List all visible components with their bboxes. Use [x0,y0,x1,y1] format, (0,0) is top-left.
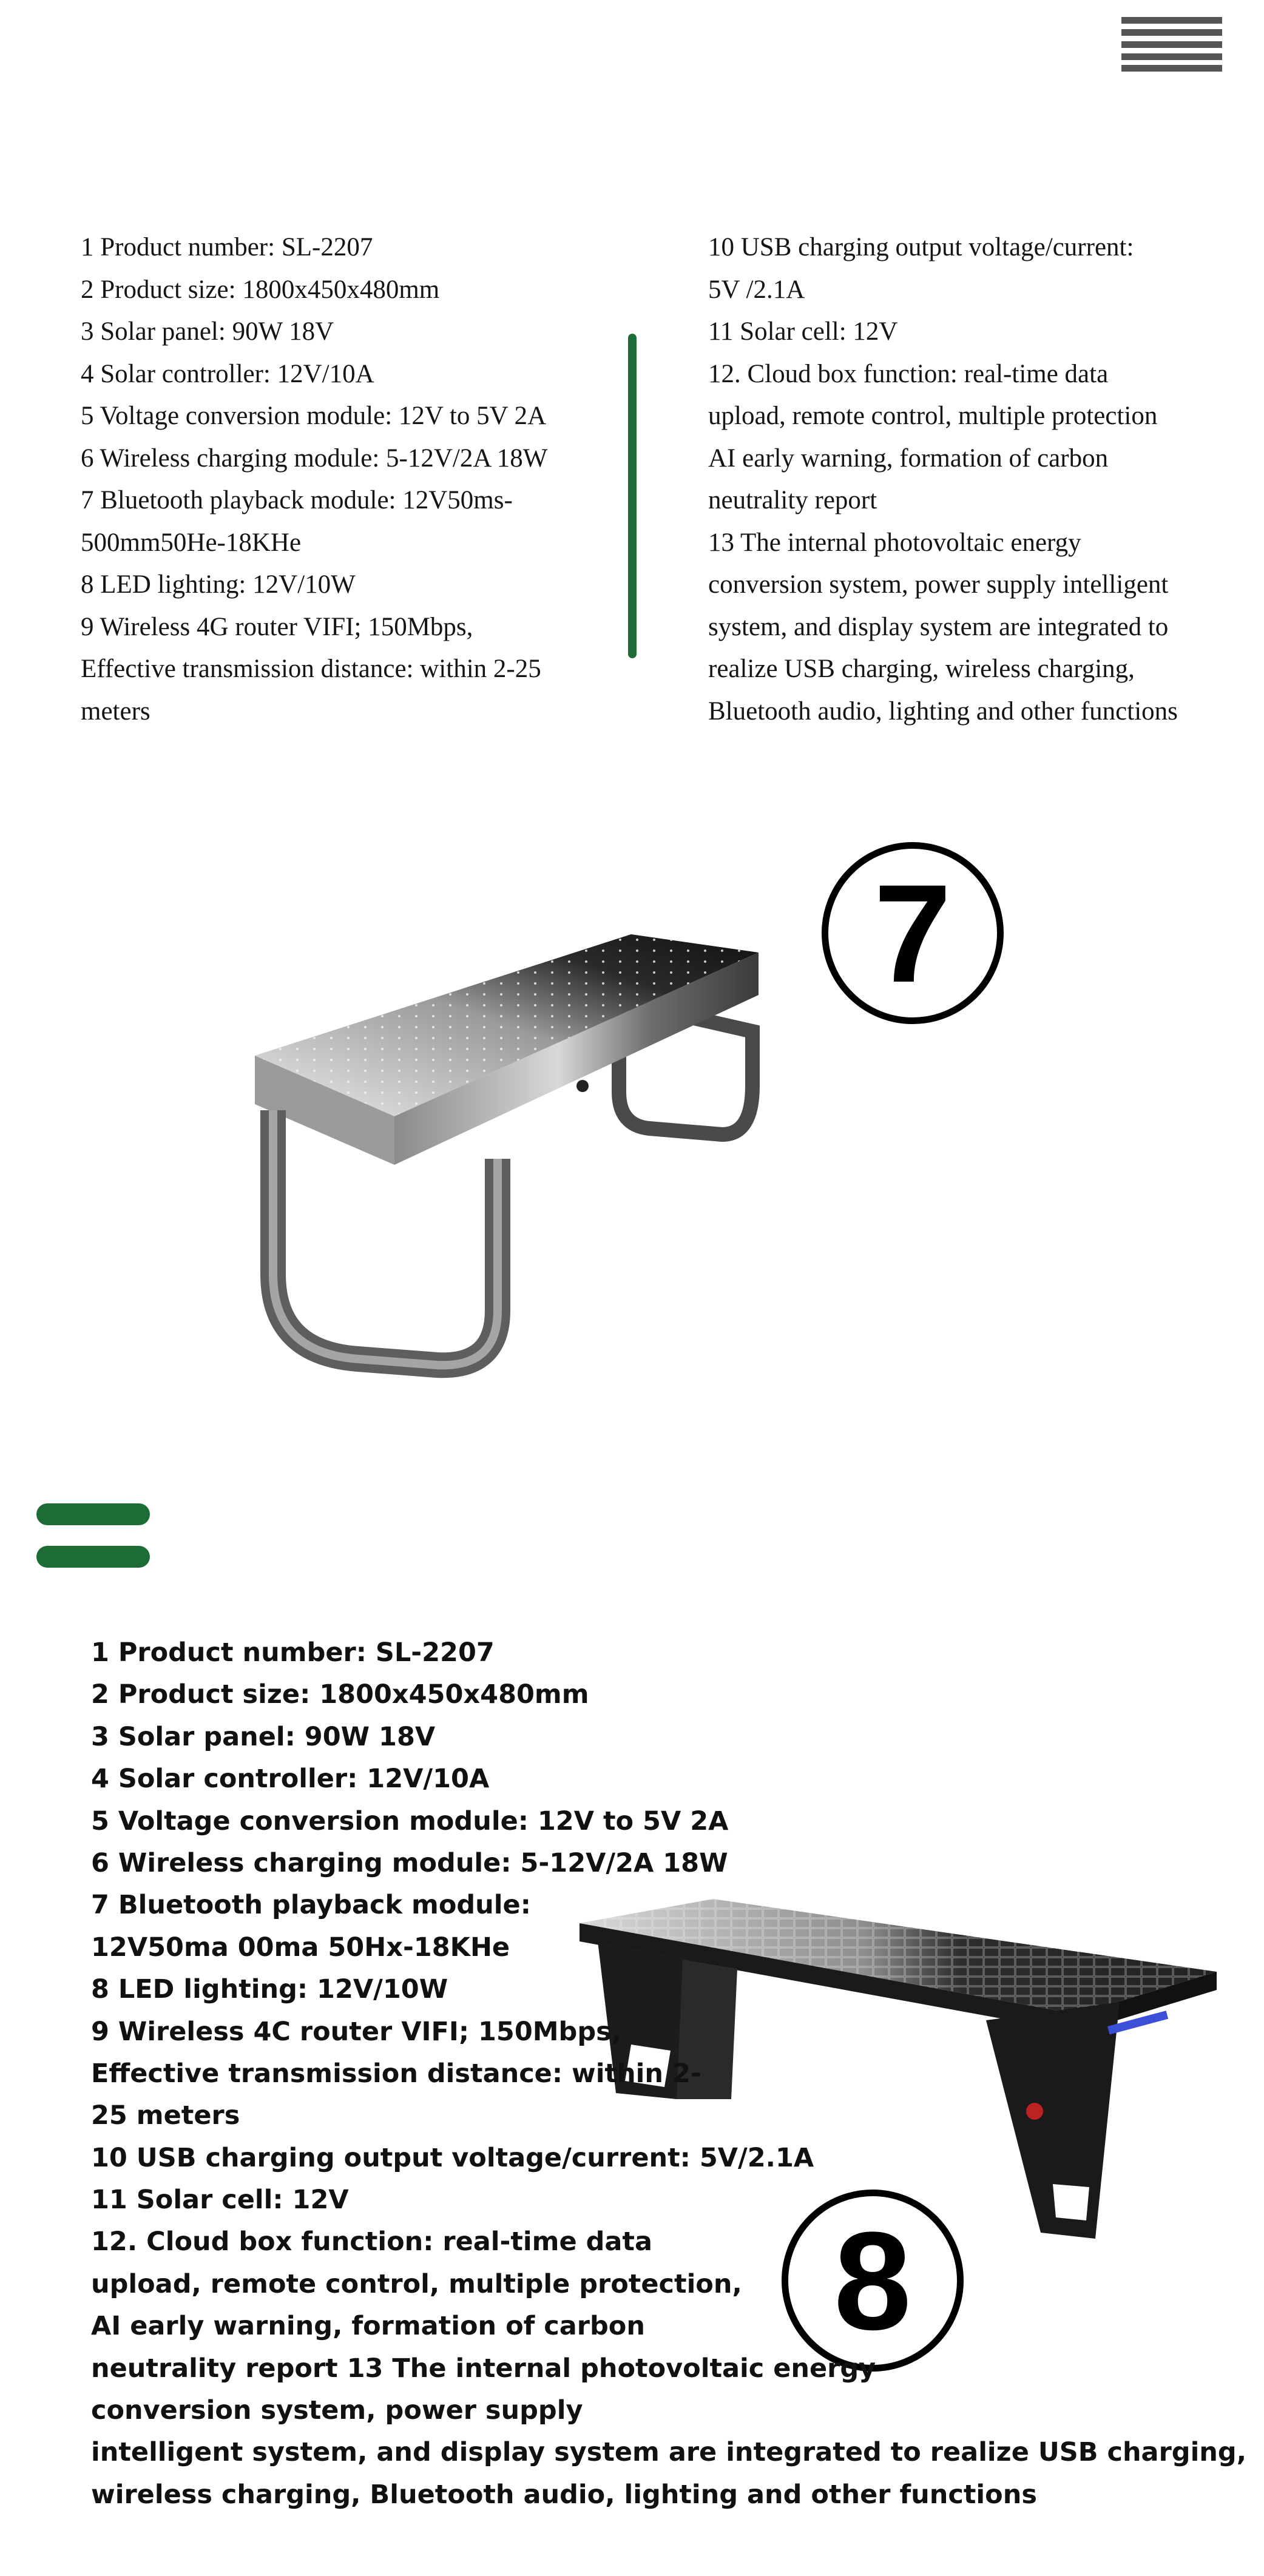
spec-line: 9 Wireless 4C router VIFI; 150Mbps, [91,2016,622,2047]
spec-line: 12. Cloud box function: real-time data [91,2227,652,2257]
spec-line: 12. Cloud box function: real-time data [708,359,1109,388]
spec-line: 11 Solar cell: 12V [708,317,898,346]
spec-line: 25 meters [91,2100,240,2131]
menu-icon[interactable] [1121,17,1222,72]
spec-line: 11 Solar cell: 12V [91,2185,349,2216]
spec-line: 10 USB charging output voltage/current: 5V/2.1A [91,2142,814,2173]
spec-list-bottom [91,1632,1247,2516]
spec-line: 3 Solar panel: 90W 18V [91,1721,436,1752]
spec-line: neutrality report [708,486,877,514]
section-marker-bar [36,1546,150,1568]
spec-line: 5 Voltage conversion module: 12V to 5V 2A [81,402,547,430]
spec-line: AI early warning, formation of carbon [91,2311,645,2342]
spec-line: neutrality report 13 The internal photovoltaic energy [91,2353,876,2384]
spec-line: AI early warning, formation of carbon [708,443,1109,473]
spec-line: 4 Solar controller: 12V/10A [91,1764,490,1795]
section-marker-bar [36,1503,150,1525]
spec-line: intelligent system, and display system are integrated to realize USB charging, [91,2437,1247,2468]
spec-line: Bluetooth audio, lighting and other functions [708,696,1178,726]
spec-line: 6 Wireless charging module: 5-12V/2A 18W [81,443,548,473]
spec-line: Effective transmission distance: within 2- [91,2058,701,2089]
bench-image-silver [255,934,789,1383]
spec-line: system, and display system are integrated to [708,612,1169,641]
spec-line: 1 Product number: SL-2207 [81,233,373,261]
spec-line: 8 LED lighting: 12V/10W [91,1974,448,2005]
spec-line: upload, remote control, multiple protection [708,402,1158,430]
spec-list-left [81,226,615,732]
spec-line: 13 The internal photovoltaic energy [708,528,1081,557]
spec-line: 8 LED lighting: 12V/10W [81,570,356,599]
spec-line: 5 Voltage conversion module: 12V to 5V 2A [91,1806,729,1836]
spec-list-right [708,226,1242,732]
spec-line: 6 Wireless charging module: 5-12V/2A 18W [91,1847,728,1878]
spec-line: 3 Solar panel: 90W 18V [81,317,334,346]
spec-line: conversion system, power supply [91,2395,583,2426]
spec-line: 9 Wireless 4G router VIFI; 150Mbps, [81,612,473,641]
section-number-badge: 7 [822,842,1004,1024]
spec-line: 12V50ma 00ma 50Hx-18KHe [91,1932,510,1963]
spec-line: wireless charging, Bluetooth audio, lighting and other functions [91,2479,1037,2510]
spec-line: upload, remote control, multiple protection, [91,2268,742,2299]
spec-line: 10 USB charging output voltage/current: [708,233,1134,261]
spec-line: 1 Product number: SL-2207 [91,1637,495,1668]
spec-line: 500mm50He-18KHe [81,528,302,557]
spec-line: 7 Bluetooth playback module: [91,1890,531,1921]
spec-line: Effective transmission distance: within 2-25 [81,655,541,683]
spec-line: meters [81,696,150,726]
spec-line: 2 Product size: 1800x450x480mm [81,275,440,304]
spec-line: realize USB charging, wireless charging, [708,655,1135,683]
spec-line: 2 Product size: 1800x450x480mm [91,1679,589,1710]
spec-line: 4 Solar controller: 12V/10A [81,359,374,388]
spec-line: conversion system, power supply intelligent [708,570,1169,599]
spec-line: 5V /2.1A [708,275,805,304]
spec-line: 7 Bluetooth playback module: 12V50ms- [81,486,513,514]
section-number-badge: 8 [782,2190,964,2372]
divider-bar [628,334,637,658]
